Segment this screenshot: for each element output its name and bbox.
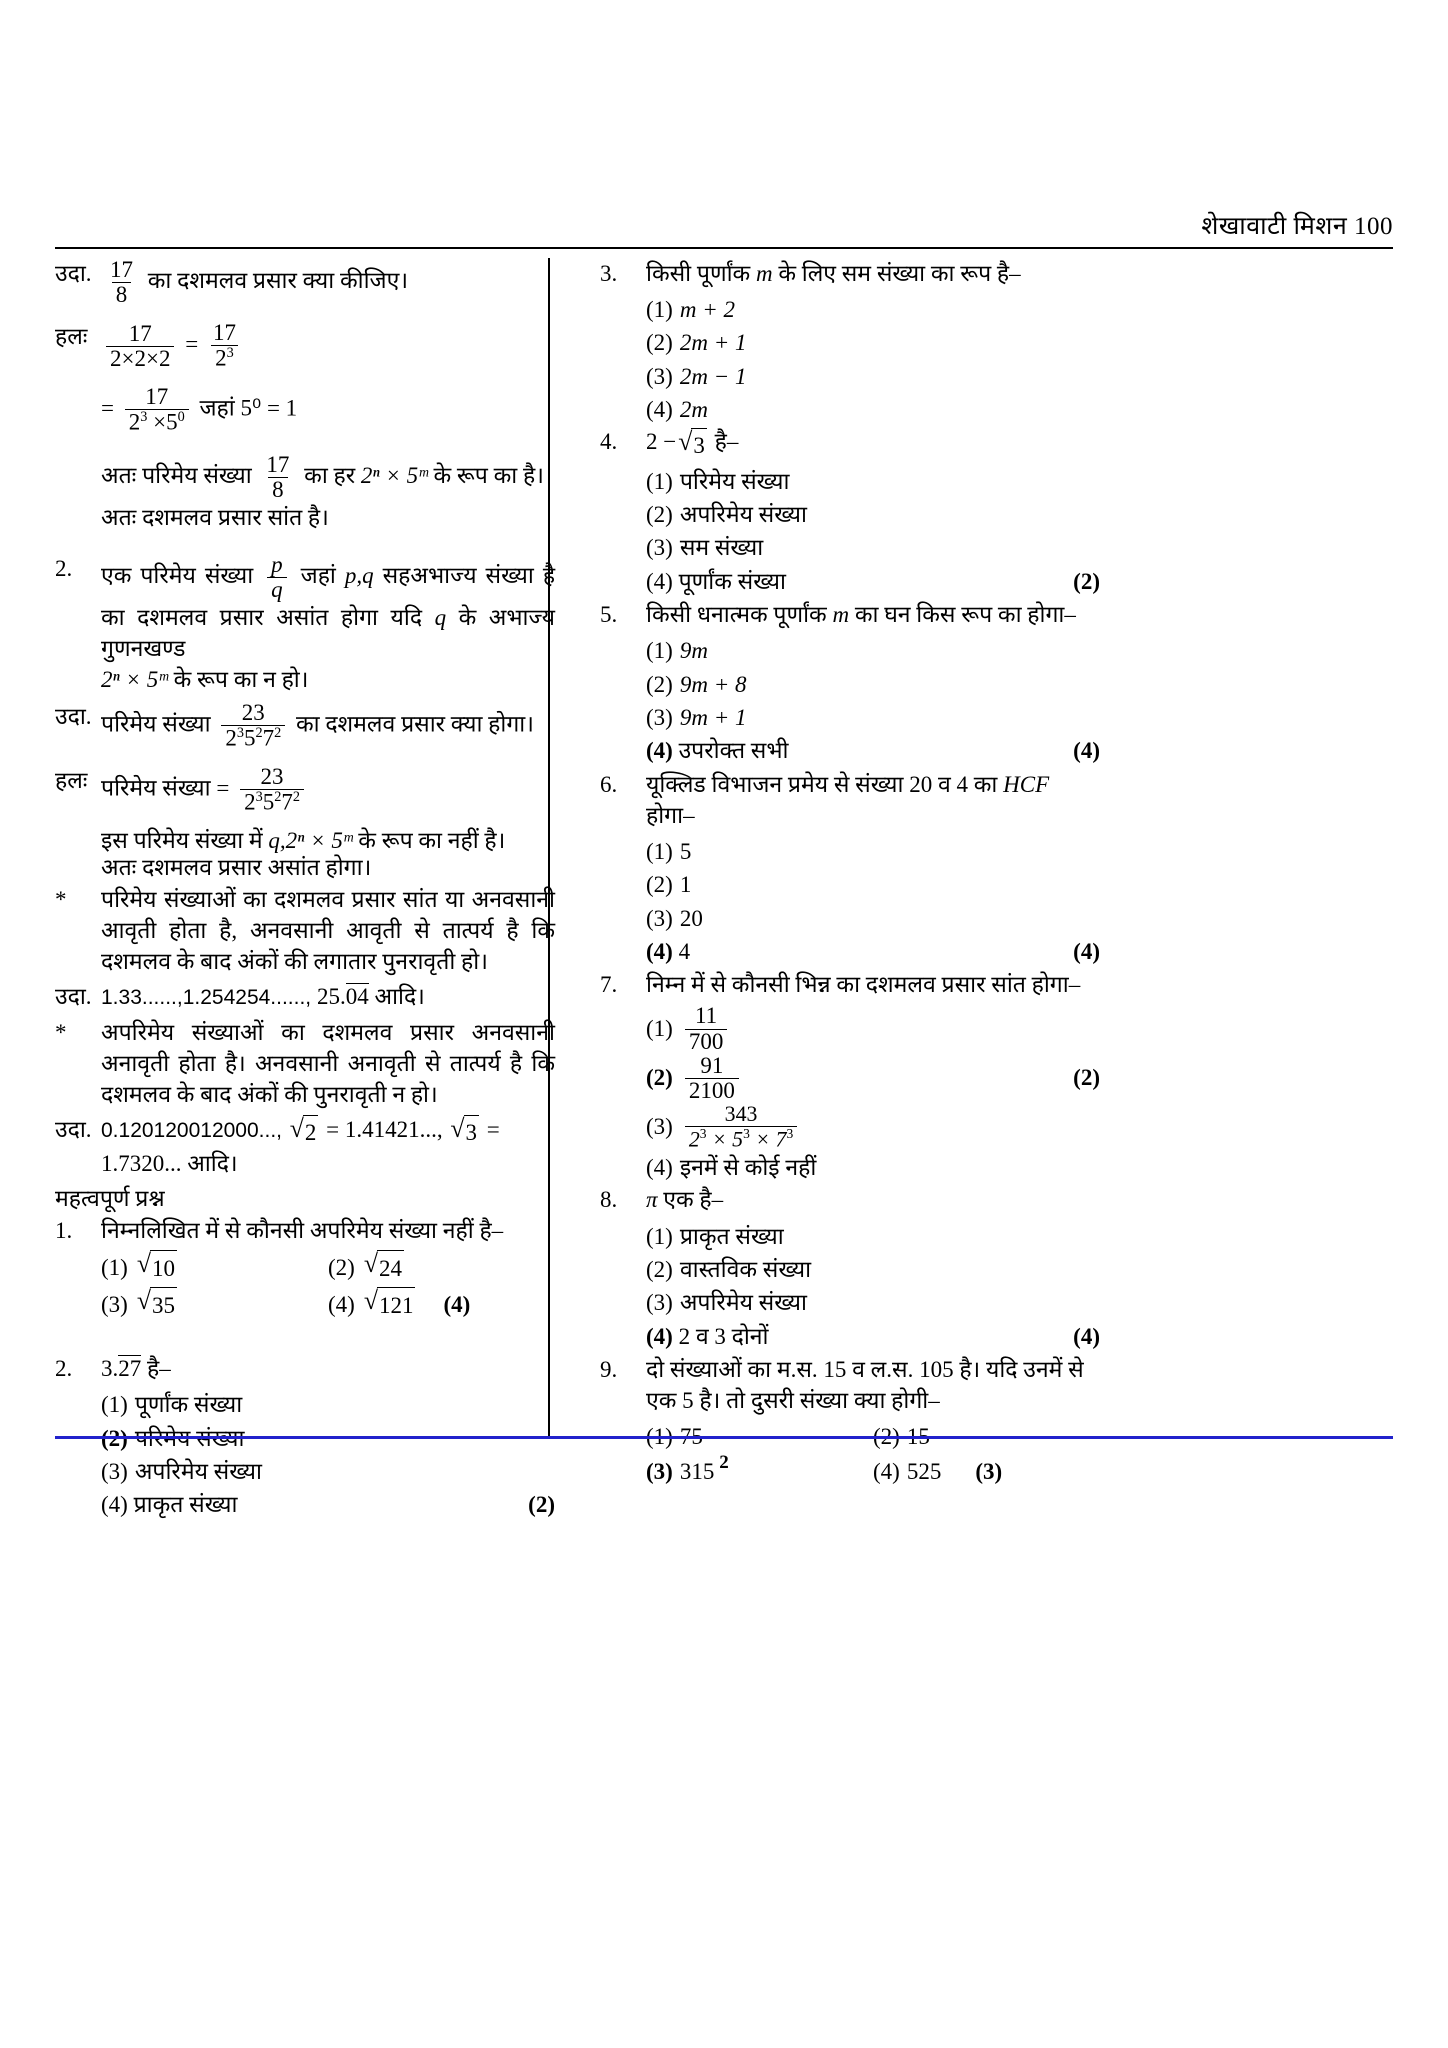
option-label: (2) — [873, 1424, 900, 1450]
option-label: (1) — [646, 1424, 673, 1450]
fraction-343-over-2cubed-5cubed-7cubed — [685, 1103, 797, 1151]
fraction-denominator: $2^3 \times 5^3 \times 7^3$ — [685, 1126, 797, 1151]
option-value: पूर्णांक संख्या — [678, 568, 786, 594]
option-value: अपरिमेय संख्या — [679, 1290, 807, 1316]
option-label: (3) — [101, 1458, 128, 1484]
fraction-numerator: 23 — [241, 700, 265, 725]
option-label: (4) — [646, 397, 673, 423]
page-number: 2 — [719, 1452, 729, 1473]
fraction-numerator: 91 — [700, 1052, 724, 1078]
option-4-content — [646, 565, 1073, 600]
question-6 — [600, 769, 1100, 831]
option-4-content — [646, 935, 1073, 970]
option-value: 15 — [906, 1424, 930, 1450]
variable-m: m — [755, 261, 773, 286]
question-4-text — [646, 426, 1100, 460]
question-5-answer: (4) — [1073, 738, 1100, 764]
solution-1-body — [101, 321, 555, 371]
option-value: 1 — [679, 872, 692, 898]
option-value: 4 — [678, 938, 691, 964]
sqrt-2-value: = 1.41421... — [326, 1116, 437, 1142]
example-3-values: 1.33......,1.254254......, — [101, 986, 312, 1010]
sqrt-radicand: 3 — [691, 428, 707, 461]
solution-1-label: हलः — [55, 324, 88, 350]
question-6-text-b: होगा– — [646, 802, 695, 828]
question-1-options-row-2 — [55, 1287, 555, 1324]
star-note-1-text: परिमेय संख्याओं का दशमलव प्रसार सांत या अनवसानी आवृती होता है, अनवसानी आवृती से तात्पर्य है कि दशमलव के बाद अंकों की लगातार पुनरावृती हो। — [101, 887, 555, 975]
question-6-option-2[interactable] — [600, 868, 1100, 901]
option-value: इनमें से कोई नहीं — [679, 1155, 817, 1181]
fraction-denominator: 700 — [685, 1029, 728, 1054]
page-header: शेखावाटी मिशन 100 — [1201, 213, 1393, 240]
question-7-option-2[interactable] — [600, 1054, 1100, 1103]
point-2-marker: 2. — [55, 555, 73, 581]
question-8-number: 8. — [600, 1187, 618, 1213]
question-1-options-row-1 — [55, 1250, 555, 1287]
question-7-option-4[interactable] — [600, 1151, 1100, 1184]
fraction-denominator: 2×2×2 — [106, 346, 174, 371]
question-1-answer: (4) — [443, 1291, 471, 1317]
point-2-line-2b: के अभाज्य गुणनखण्ड — [101, 604, 555, 661]
fraction-numerator: 343 — [724, 1102, 758, 1126]
question-8-option-2[interactable] — [600, 1253, 1100, 1286]
option-label: (2) — [646, 1256, 673, 1282]
option-label: (3) — [646, 1114, 673, 1140]
option-label: (3) — [646, 905, 673, 931]
solution-2-line-2b: के रूप का नहीं है। — [358, 827, 506, 853]
question-9-number: 9. — [600, 1357, 618, 1383]
question-7-answer: (2) — [1073, 1065, 1100, 1091]
question-5-text-b: का घन किस रूप का होगा– — [854, 602, 1076, 628]
point-2 — [55, 553, 555, 664]
question-6-text — [646, 769, 1100, 831]
question-3-option-3[interactable] — [600, 360, 1100, 393]
option-label: (1) — [646, 297, 673, 323]
sqrt-3-value: = 1.7320... — [101, 1116, 500, 1176]
question-2 — [55, 1353, 555, 1384]
fraction-17-over-2x2x2 — [106, 322, 174, 371]
sqrt-3-symbol: √ 3 — [450, 1115, 479, 1148]
question-1-text: निम्नलिखित में से कौनसी अपरिमेय संख्या नहीं है– — [101, 1218, 504, 1244]
option-value: परिमेय संख्या — [134, 1425, 245, 1451]
question-5-number: 5. — [600, 602, 618, 628]
option-4[interactable] — [328, 1287, 555, 1324]
fraction-denominator: q — [267, 577, 287, 602]
option-label: (4) — [646, 1155, 673, 1181]
equals-sign: = — [216, 775, 230, 801]
option-label: (2) — [646, 502, 673, 527]
option-value: परिमेय संख्या — [679, 468, 790, 494]
point-2-body — [101, 553, 555, 664]
option-2-content — [646, 1054, 1073, 1103]
option-label: (3) — [101, 1291, 128, 1317]
star-bullet-icon: * — [55, 1019, 67, 1045]
option-value: वास्तविक संख्या — [679, 1256, 812, 1282]
question-4-option-1[interactable] — [600, 465, 1100, 498]
solution-1-line-2 — [55, 385, 555, 435]
question-7-option-1[interactable] — [600, 1004, 1100, 1053]
base: 2 — [215, 346, 227, 372]
question-8 — [600, 1184, 1100, 1215]
question-3-option-1[interactable] — [600, 293, 1100, 326]
question-2-option-4[interactable] — [55, 1488, 555, 1523]
repeating-decimal-25-04 — [317, 983, 375, 1009]
example-1 — [55, 258, 555, 307]
question-9 — [600, 1354, 1100, 1416]
solution-1-line-4: अतः दशमलव प्रसार सांत है। — [101, 505, 329, 531]
example-4-label: उदा. — [55, 1116, 92, 1142]
question-6-option-1[interactable] — [600, 835, 1100, 868]
example-1-label: उदा. — [55, 261, 92, 286]
option-value: 9m + 1 — [679, 704, 747, 730]
point-2-part-2: जहां — [300, 562, 336, 588]
fraction-23-over-2cubed5squared7squared — [240, 765, 304, 815]
option-label: (4) — [101, 1492, 128, 1518]
sqrt-10: √ 10 — [137, 1250, 177, 1287]
option-4-content — [101, 1488, 528, 1523]
sqrt-radicand: 121 — [377, 1287, 416, 1324]
conclusion-suffix: के रूप का है। — [433, 463, 544, 489]
fraction-numerator: 17 — [128, 320, 152, 346]
question-8-text-body: एक है– — [663, 1187, 724, 1213]
repeating-whole: 25. — [317, 984, 346, 1010]
option-value: 315 — [679, 1458, 715, 1484]
option-value: सम संख्या — [679, 535, 764, 561]
example-3 — [55, 981, 555, 1012]
sqrt-radicand: 35 — [150, 1287, 177, 1324]
fraction-denominator: $2^35^27^2$ — [221, 725, 285, 751]
star-note-2-text: अपरिमेय संख्याओं का दशमलव प्रसार अनवसानी अनावृती होता है। अनवसानी अनावृती से तात्पर्य है कि दशमलव के बाद अंकों की पुनरावृती न हो। — [101, 1019, 555, 1107]
solution-2-line-3: अतः दशमलव प्रसार असांत होगा। — [101, 854, 372, 880]
section-heading-important-questions: महत्वपूर्ण प्रश्न — [55, 1185, 165, 1211]
fraction-91-over-2100 — [685, 1054, 739, 1103]
option-value: अपरिमेय संख्या — [679, 502, 807, 527]
fraction-23-over-2cubed5squared7squared — [221, 701, 285, 751]
solution-2-line-2 — [55, 829, 555, 852]
option-label: (2) — [328, 1255, 355, 1281]
fraction-denominator: $2^35^27^2$ — [240, 789, 304, 815]
fraction-numerator: 17 — [110, 257, 133, 282]
question-4-answer: (2) — [1073, 568, 1100, 594]
fraction-17-over-2cubed — [209, 321, 240, 371]
option-label: (3) — [646, 1290, 673, 1316]
question-9-answer: (3) — [975, 1458, 1003, 1484]
question-5 — [600, 599, 1100, 630]
option-1[interactable] — [101, 1250, 328, 1287]
fraction-11-over-700 — [685, 1004, 728, 1053]
question-8-text — [646, 1184, 1100, 1215]
question-9-text — [646, 1354, 1100, 1416]
fraction-denominator: 8 — [268, 477, 288, 502]
option-value: 9m + 8 — [679, 671, 747, 697]
solution-2-line-2a: इस परिमेय संख्या में — [101, 827, 263, 853]
option-label: (4) — [646, 938, 673, 964]
example-2-label: उदा. — [55, 704, 92, 729]
question-8-option-1[interactable] — [600, 1220, 1100, 1253]
option-label: (2) — [101, 1425, 128, 1451]
question-5-text-a: किसी धनात्मक पूर्णांक — [646, 602, 827, 628]
sqrt-2-symbol: √ 2 — [290, 1115, 319, 1148]
option-label: (3) — [646, 535, 673, 561]
option-value: प्राकृत संख्या — [679, 1223, 784, 1249]
question-3 — [600, 258, 1100, 289]
option-label: (4) — [328, 1291, 355, 1317]
form-q-2n-5m: q,2ⁿ × 5ᵐ — [268, 827, 353, 853]
option-value: 5 — [679, 838, 692, 864]
option-4-content — [646, 1320, 1073, 1355]
question-2-suffix: है– — [147, 1356, 171, 1382]
question-4-text-a: 2 − — [646, 429, 677, 455]
option-value: 9m — [679, 638, 708, 664]
question-6-option-4[interactable] — [600, 935, 1100, 970]
option-value: 75 — [679, 1424, 703, 1450]
question-8-option-4[interactable] — [600, 1320, 1100, 1355]
question-3-text-a: किसी पूर्णांक — [646, 261, 751, 286]
option-value: 2 व 3 दोनों — [678, 1323, 769, 1349]
question-9-line-1: दो संख्याओं का म.स. 15 व ल.स. 105 है। यदि उनमें से एक — [646, 1357, 1084, 1414]
sqrt-121: √ 121 — [364, 1287, 416, 1324]
question-8-answer: (4) — [1073, 1323, 1100, 1349]
example-2-suffix: का दशमलव प्रसार क्या होगा। — [295, 711, 534, 737]
option-label: (2) — [646, 1065, 673, 1091]
sqrt-radicand: 10 — [150, 1250, 177, 1287]
question-4-option-2[interactable] — [600, 498, 1100, 531]
hcf-label: HCF — [1003, 771, 1050, 797]
question-7-text: निम्न में से कौनसी भिन्न का दशमलव प्रसार सांत होगा– — [646, 972, 1081, 998]
solution-1 — [55, 321, 555, 371]
star-bullet-icon: * — [55, 887, 67, 913]
exponent: 3 — [226, 345, 234, 362]
question-3-text-b: के लिए सम संख्या का रूप है– — [778, 261, 1021, 286]
solution-2 — [55, 765, 555, 815]
fraction-17-over-8 — [106, 258, 137, 307]
left-column — [55, 258, 555, 1523]
sqrt-35: √ 35 — [137, 1287, 177, 1324]
fraction-numerator: 23 — [260, 763, 284, 789]
question-6-answer: (4) — [1073, 938, 1100, 964]
condition-5-power-0: 5⁰ = 1 — [240, 395, 298, 421]
sqrt-radicand: 3 — [464, 1115, 480, 1148]
fraction-p-over-q — [267, 553, 287, 602]
solution-2-prefix: परिमेय संख्या — [101, 775, 211, 801]
question-3-text — [646, 258, 1100, 289]
option-label: (1) — [646, 468, 673, 494]
question-5-option-3[interactable] — [600, 701, 1100, 734]
question-5-option-1[interactable] — [600, 634, 1100, 667]
right-column — [600, 258, 1100, 1489]
option-value: 20 — [679, 905, 703, 931]
fraction-17-over-2cubed-5zero — [125, 385, 189, 435]
repeating-whole: 3. — [101, 1356, 119, 1382]
option-value: 2m + 1 — [679, 330, 747, 356]
point-2-part-1: एक परिमेय संख्या — [101, 562, 254, 588]
header-divider-rule — [55, 247, 1393, 249]
repeating-bar-digits: 27 — [118, 1356, 142, 1382]
option-label: (2) — [646, 671, 673, 697]
star-note-2 — [55, 1017, 555, 1110]
example-2-body — [101, 701, 555, 751]
fraction-denominator — [211, 345, 238, 371]
question-6-text-a: यूक्लिड विभाजन प्रमेय से संख्या 20 व 4 का — [646, 771, 998, 797]
sqrt-24: √ 24 — [364, 1250, 404, 1287]
option-value: 525 — [906, 1458, 942, 1484]
pi-symbol: π — [646, 1187, 658, 1213]
example-4-suffix: आदि। — [187, 1150, 238, 1176]
question-2-option-1[interactable] — [55, 1388, 555, 1421]
example-3-label: उदा. — [55, 984, 92, 1010]
equals-sign: = — [185, 331, 199, 357]
form-2n-5m: 2ⁿ × 5ᵐ — [101, 667, 168, 692]
option-label: (1) — [646, 1016, 673, 1042]
repeating-bar-digits: 04 — [345, 984, 369, 1010]
option-label: (1) — [646, 638, 673, 664]
example-1-body — [101, 258, 555, 307]
option-3[interactable] — [101, 1287, 328, 1324]
option-label: (1) — [101, 1392, 128, 1418]
point-2-line-3 — [55, 668, 555, 691]
point-2-line-3-text: के रूप का न हो। — [173, 667, 309, 692]
solution-1-line-3 — [55, 453, 555, 502]
fraction-numerator: 17 — [212, 320, 236, 346]
point-2-line-2a: दशमलव प्रसार असांत होगा यदि — [137, 604, 423, 630]
fraction-17-over-8 — [262, 453, 293, 502]
point-2-part-3: सहअभाज्य संख्या है का — [101, 562, 556, 630]
question-3-option-2[interactable] — [600, 326, 1100, 359]
variables-p-q: p,q — [344, 562, 374, 588]
sqrt-radicand: 2 — [303, 1115, 319, 1148]
fraction-numerator: 17 — [145, 384, 169, 410]
comma: , — [436, 1116, 443, 1142]
option-label: (3) — [646, 363, 673, 389]
option-value: पूर्णांक संख्या — [134, 1392, 243, 1418]
example-2 — [55, 701, 555, 751]
option-label: (1) — [646, 838, 673, 864]
equals-sign: = — [101, 395, 114, 421]
sqrt-radicand: 24 — [377, 1250, 404, 1287]
question-1 — [55, 1215, 555, 1246]
question-7-option-3[interactable] — [600, 1103, 1100, 1151]
option-label: (1) — [101, 1255, 128, 1281]
conclusion-mid: का हर — [304, 463, 356, 489]
variable-q: q — [434, 604, 447, 630]
variable-m: m — [832, 602, 850, 628]
question-5-text — [646, 599, 1100, 630]
question-2-number: 2. — [55, 1356, 73, 1382]
fraction-denominator: 8 — [112, 282, 132, 307]
question-4-option-4[interactable] — [600, 565, 1100, 600]
question-8-option-3[interactable] — [600, 1286, 1100, 1319]
form-2n-5m: 2ⁿ × 5ᵐ — [360, 463, 428, 489]
sqrt-3: √ 3 — [678, 428, 707, 461]
option-2[interactable] — [328, 1250, 555, 1287]
option-value: प्राकृत संख्या — [133, 1492, 238, 1518]
question-6-number: 6. — [600, 771, 618, 797]
question-4-text-b: है– — [714, 429, 739, 455]
option-value: 2m — [679, 397, 708, 423]
fraction-denominator: $2^3 \times 5^0$ — [125, 409, 189, 435]
option-value: उपरोक्त सभी — [678, 738, 789, 764]
option-label: (2) — [646, 872, 673, 898]
question-3-number: 3. — [600, 261, 618, 286]
option-value: m + 2 — [679, 297, 735, 323]
question-4-option-3[interactable] — [600, 531, 1100, 564]
option-label: (1) — [646, 1223, 673, 1249]
where-label: जहां — [199, 395, 235, 421]
option-value: 2m − 1 — [679, 363, 747, 389]
option-label: (4) — [873, 1458, 900, 1484]
example-2-prefix: परिमेय संख्या — [101, 711, 211, 737]
option-4-content — [646, 734, 1073, 769]
fraction-numerator: 11 — [695, 1003, 718, 1029]
fraction-numerator: 17 — [266, 452, 290, 478]
example-4-decimal: 0.120120012000..., — [101, 1118, 283, 1142]
example-3-suffix: आदि। — [374, 984, 425, 1010]
example-4 — [55, 1114, 555, 1179]
question-2-text — [101, 1353, 555, 1384]
question-2-answer: (2) — [528, 1492, 555, 1518]
option-label: (2) — [646, 330, 673, 356]
option-label: (4) — [646, 1323, 673, 1349]
question-4-number: 4. — [600, 429, 618, 455]
example-4-body — [101, 1114, 555, 1179]
question-3-option-4[interactable] — [600, 393, 1100, 426]
solution-2-body — [101, 765, 555, 815]
option-label: (4) — [646, 568, 673, 594]
example-1-text: का दशमलव प्रसार क्या कीजिए। — [147, 267, 409, 293]
question-5-option-4[interactable] — [600, 734, 1100, 769]
footer-divider-rule — [55, 1436, 1393, 1439]
question-5-option-2[interactable] — [600, 668, 1100, 701]
star-note-1 — [55, 884, 555, 977]
question-7-number: 7. — [600, 972, 618, 998]
question-4 — [600, 426, 1100, 460]
option-label: (3) — [646, 704, 673, 730]
question-7 — [600, 969, 1100, 1000]
option-label: (3) — [646, 1458, 673, 1484]
option-label: (4) — [646, 738, 673, 764]
example-3-body — [101, 981, 555, 1012]
question-9-line-2: 5 है। तो दुसरी संख्या क्या होगी– — [682, 1388, 940, 1414]
question-1-number: 1. — [55, 1218, 73, 1244]
option-value: अपरिमेय संख्या — [134, 1458, 262, 1484]
solution-2-label: हलः — [55, 767, 88, 793]
conclusion-prefix: अतः परिमेय संख्या — [101, 463, 252, 489]
fraction-denominator: 2100 — [685, 1078, 739, 1103]
question-6-option-3[interactable] — [600, 902, 1100, 935]
fraction-numerator: p — [271, 551, 283, 577]
